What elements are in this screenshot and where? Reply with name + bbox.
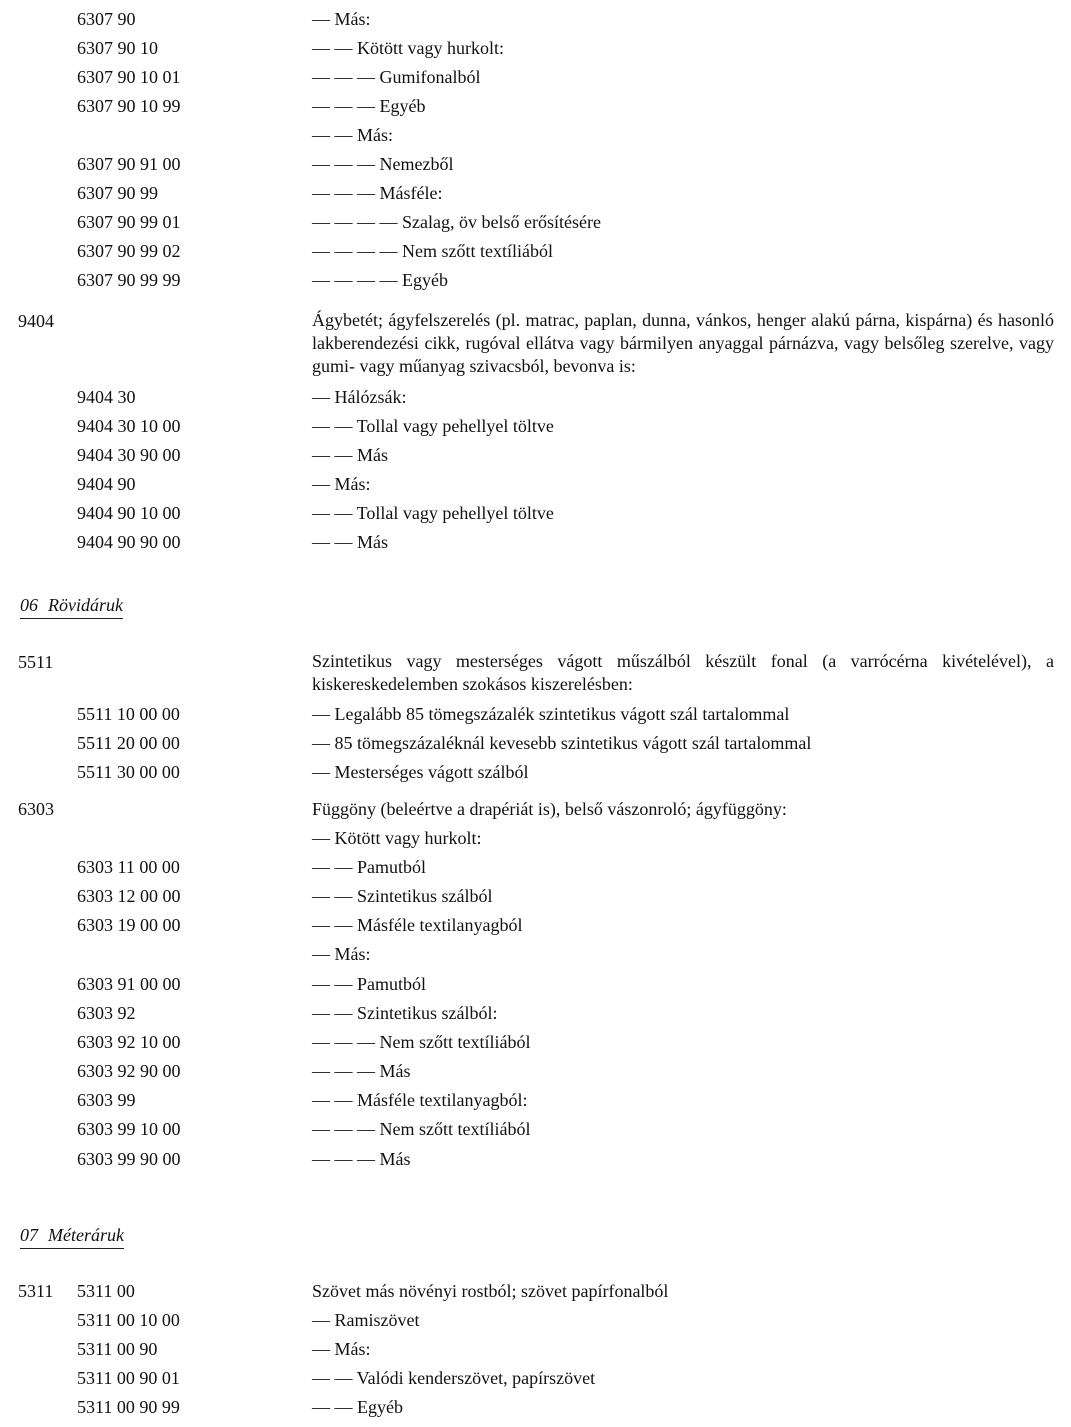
row-desc: — — — — Nem szőtt textíliából — [312, 241, 553, 261]
row-code: 6307 90 10 01 — [77, 67, 181, 87]
row-desc: — Más: — [312, 944, 371, 964]
row-desc: — — — Gumifonalból — [312, 67, 481, 87]
row-code: 9404 30 10 00 — [77, 416, 181, 436]
row-code: 6303 92 90 00 — [77, 1061, 181, 1081]
row-desc: — Más: — [312, 9, 371, 29]
row-code: 6307 90 99 99 — [77, 270, 181, 290]
row-desc: — — Kötött vagy hurkolt: — [312, 38, 504, 58]
row-desc: — Más: — [312, 1339, 371, 1359]
row-code: 9404 30 90 00 — [77, 445, 181, 465]
row-desc: — — Másféle textilanyagból — [312, 915, 523, 935]
row-desc: — — Más: — [312, 125, 393, 145]
row-code: 6303 11 00 00 — [77, 857, 180, 877]
row-code: 5511 30 00 00 — [77, 762, 180, 782]
row-desc: — Legalább 85 tömegszázalék szintetikus vágott szál tartalommal — [312, 704, 790, 724]
heading-desc: Ágybetét; ágyfelszerelés (pl. matrac, paplan, dunna, vánkos, henger alakú párna, kispárna) és hasonló lakberendezési cikk, rugóval ellátva vagy bármilyen anyaggal párnázva, vagy belsőleg szerelve, vagy gumi- vagy műanyag szivacsból, bevonva is: — [312, 310, 1054, 376]
row-desc: — Mesterséges vágott szálból — [312, 762, 529, 782]
row-code: 6307 90 99 02 — [77, 241, 181, 261]
row-code: 6303 99 10 00 — [77, 1119, 181, 1139]
section-number: 06 — [20, 595, 38, 615]
row-desc: — — Valódi kenderszövet, papírszövet — [312, 1368, 596, 1388]
heading-desc: Szintetikus vagy mesterséges vágott műszálból készült fonal (a varrócérna kivételével), a kiskereskedelemben szokásos kiszerelésben: — [312, 651, 1054, 694]
row-desc: — — — Egyéb — [312, 96, 426, 116]
row-code: 6303 99 — [77, 1090, 136, 1110]
row-code: 9404 30 — [77, 387, 136, 407]
row-code: 6307 90 99 — [77, 183, 158, 203]
row-desc: — — Más — [312, 445, 388, 465]
heading-code: 9404 — [18, 311, 54, 331]
row-desc: — — — — Egyéb — [312, 270, 448, 290]
row-code: 5311 00 90 01 — [77, 1368, 180, 1388]
section-title: Méteráruk — [48, 1225, 124, 1245]
row-desc: — — — Más — [312, 1061, 411, 1081]
row-code: 5311 00 — [77, 1281, 135, 1301]
row-code: 9404 90 10 00 — [77, 503, 181, 523]
row-code: 6303 12 00 00 — [77, 886, 181, 906]
row-code: 9404 90 90 00 — [77, 532, 181, 552]
row-code: 6303 91 00 00 — [77, 974, 181, 994]
row-desc: — 85 tömegszázaléknál kevesebb szintetikus vágott szál tartalommal — [312, 733, 812, 753]
heading-code: 5511 — [18, 652, 54, 672]
row-code: 6303 19 00 00 — [77, 915, 181, 935]
row-code: 5311 00 90 99 — [77, 1397, 180, 1417]
row-code: 6303 99 90 00 — [77, 1149, 181, 1169]
row-desc: — — Szintetikus szálból — [312, 886, 493, 906]
row-desc: — — — — Szalag, öv belső erősítésére — [312, 212, 601, 232]
row-desc: — Ramiszövet — [312, 1310, 420, 1330]
row-desc: — — Szintetikus szálból: — [312, 1003, 498, 1023]
row-desc: — — — Nem szőtt textíliából — [312, 1032, 531, 1052]
row-code: 9404 90 — [77, 474, 136, 494]
heading-desc: Függöny (beleértve a drapériát is), belső vászonroló; ágyfüggöny: — [312, 799, 787, 819]
heading-code: 6303 — [18, 799, 54, 819]
row-code: 5311 00 10 00 — [77, 1310, 180, 1330]
row-code: 5511 20 00 00 — [77, 733, 180, 753]
section-title: Rövidáruk — [48, 595, 123, 615]
row-desc: — Kötött vagy hurkolt: — [312, 828, 482, 848]
row-code: 6307 90 10 99 — [77, 96, 181, 116]
section-number: 07 — [20, 1225, 38, 1245]
row-desc: — — Pamutból — [312, 857, 427, 877]
row-desc: — — Más — [312, 532, 388, 552]
row-code: 6307 90 91 00 — [77, 154, 181, 174]
row-desc: — — — Másféle: — [312, 183, 443, 203]
row-code: 6307 90 99 01 — [77, 212, 181, 232]
row-desc: — — Egyéb — [312, 1397, 403, 1417]
row-desc: — — — Nem szőtt textíliából — [312, 1119, 531, 1139]
row-desc: — Más: — [312, 474, 371, 494]
section-heading-06 — [20, 594, 123, 619]
row-desc: — Hálózsák: — [312, 387, 407, 407]
row-desc: — — Másféle textilanyagból: — [312, 1090, 528, 1110]
row-code: 5311 00 90 — [77, 1339, 158, 1359]
row-code: 6303 92 — [77, 1003, 136, 1023]
row-desc: — — Pamutból — [312, 974, 427, 994]
row-desc: — — Tollal vagy pehellyel töltve — [312, 503, 554, 523]
row-desc: — — — Nemezből — [312, 154, 454, 174]
section-heading-07 — [20, 1224, 124, 1249]
row-code: 6307 90 10 — [77, 38, 158, 58]
row-code: 6303 92 10 00 — [77, 1032, 181, 1052]
row-desc: — — — Más — [312, 1149, 411, 1169]
heading-desc: Szövet más növényi rostból; szövet papírfonalból — [312, 1281, 669, 1301]
row-code: 5511 10 00 00 — [77, 704, 180, 724]
heading-code: 5311 — [18, 1281, 54, 1301]
row-desc: — — Tollal vagy pehellyel töltve — [312, 416, 554, 436]
row-code: 6307 90 — [77, 9, 136, 29]
